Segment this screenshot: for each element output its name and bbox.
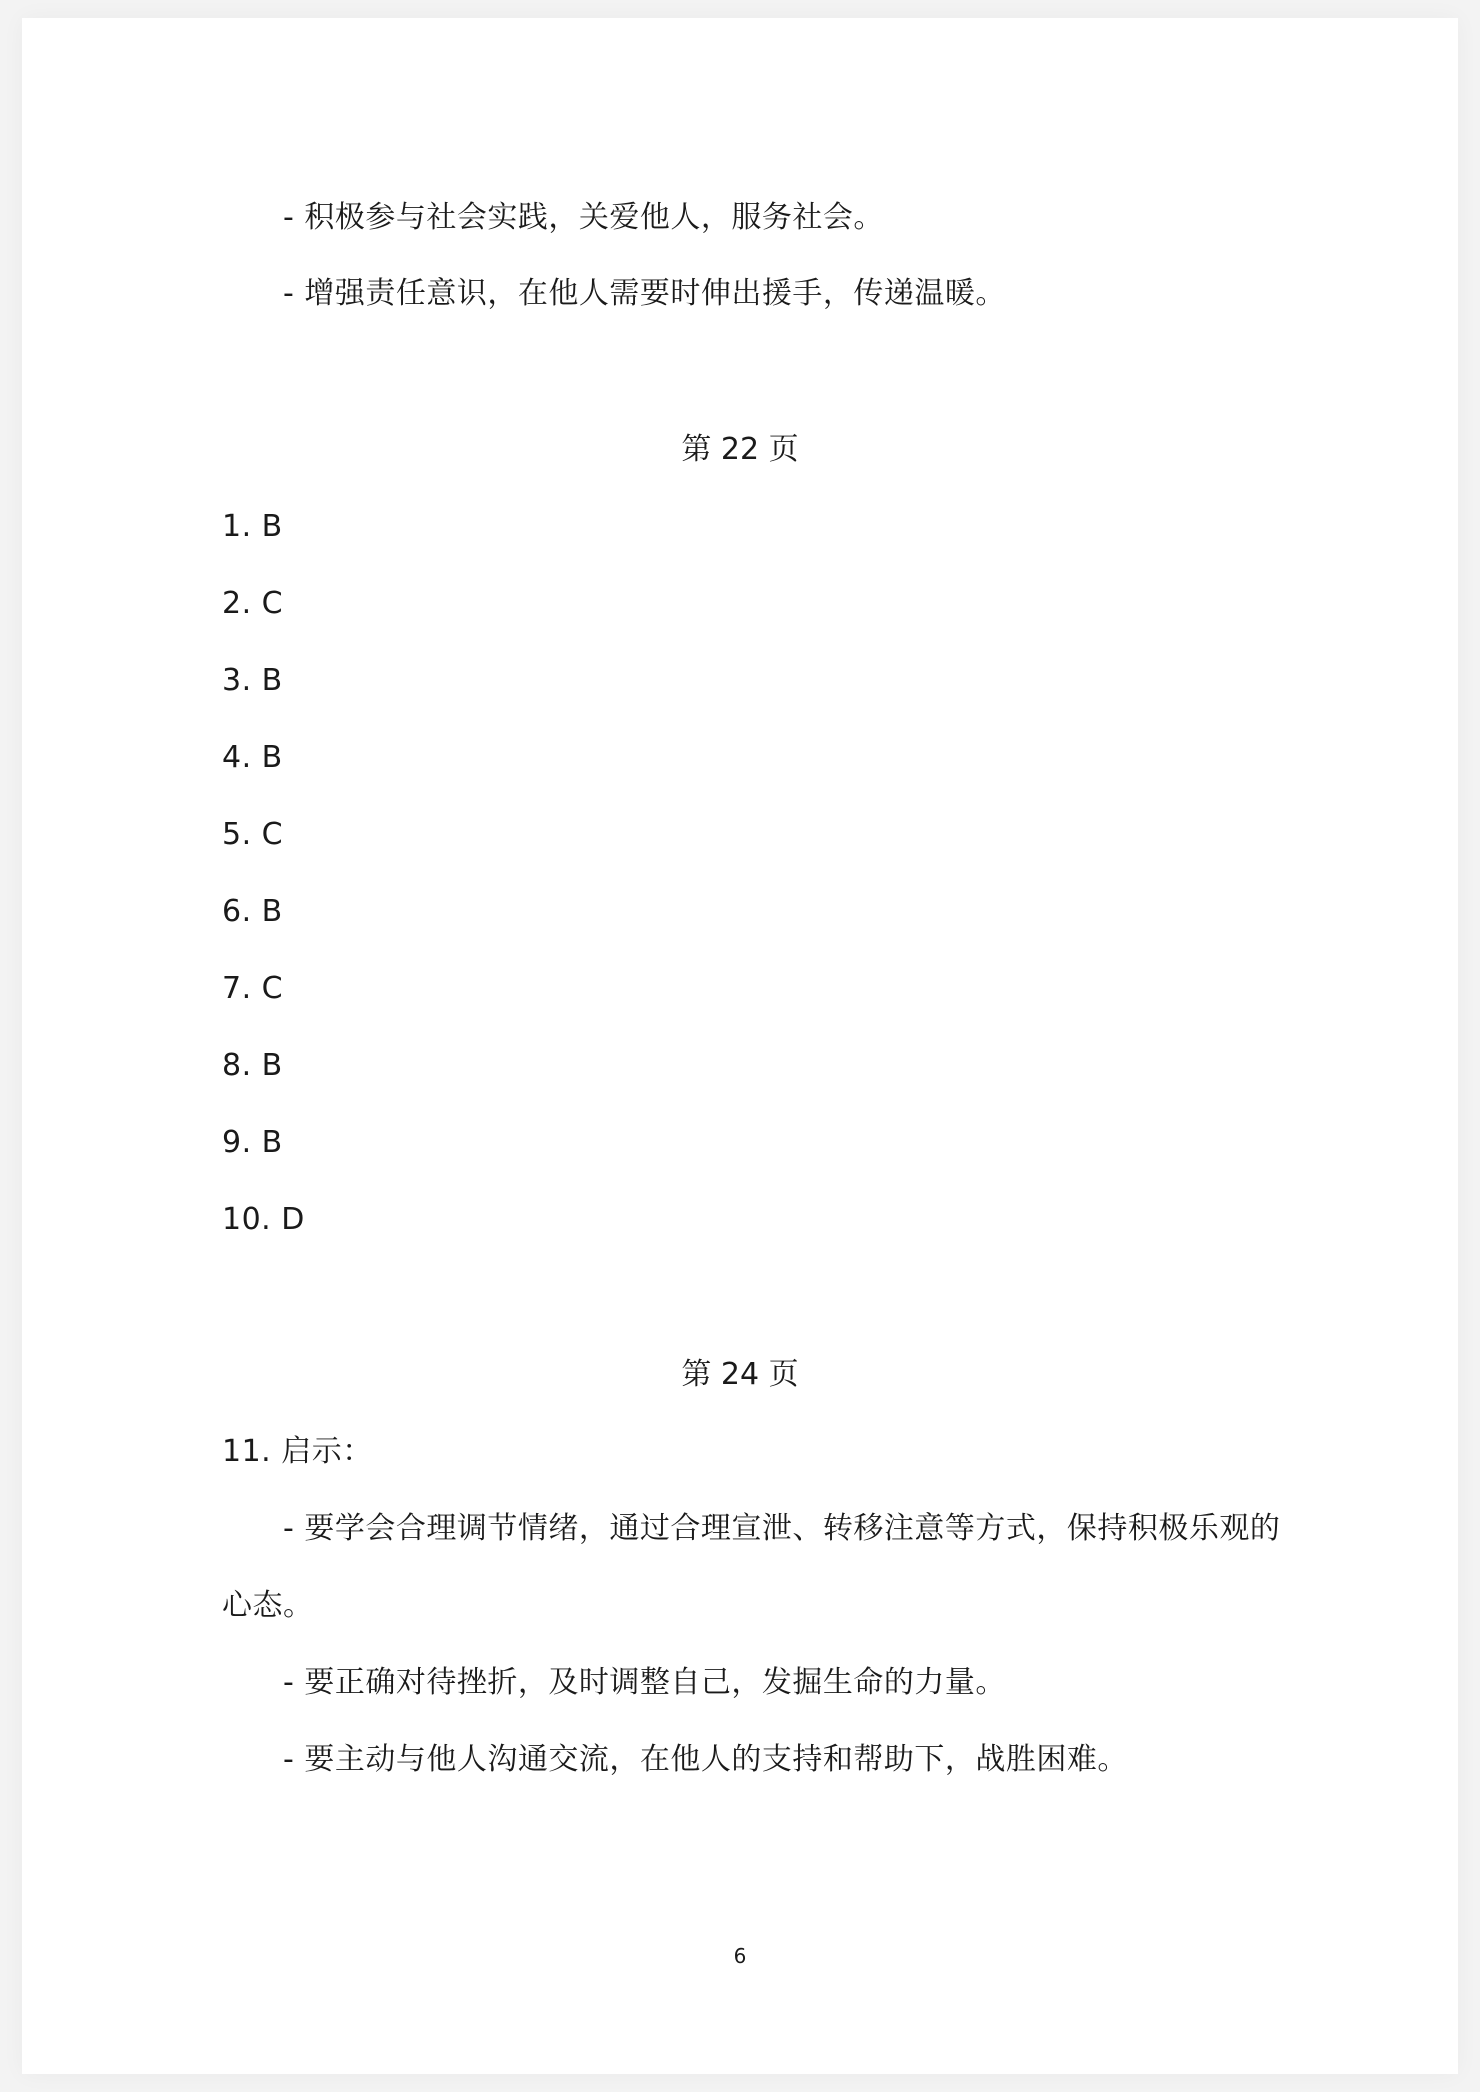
answer-item: 8. B <box>222 1048 283 1083</box>
bullet-communicate: - 要主动与他人沟通交流，在他人的支持和帮助下，战胜困难。 <box>283 1742 1128 1777</box>
page-number: 6 <box>733 1944 747 1968</box>
answer-item: 1. B <box>222 509 283 544</box>
answer-item: 3. B <box>222 663 283 698</box>
section-heading-page-22: 第 22 页 <box>681 432 799 467</box>
bullet-responsibility: - 增强责任意识，在他人需要时伸出援手，传递温暖。 <box>283 276 1006 311</box>
bullet-emotion-regulation: - 要学会合理调节情绪，通过合理宣泄、转移注意等方式，保持积极乐观的 <box>283 1511 1281 1546</box>
answer-item: 2. C <box>222 586 284 621</box>
answer-item: 4. B <box>222 740 283 775</box>
bullet-face-setbacks: - 要正确对待挫折，及时调整自己，发掘生命的力量。 <box>283 1665 1006 1700</box>
section-heading-page-24: 第 24 页 <box>681 1357 799 1392</box>
answer-item: 7. C <box>222 971 284 1006</box>
question-11-title: 11. 启示： <box>222 1434 373 1469</box>
answer-item: 6. B <box>222 894 283 929</box>
bullet-social-practice: - 积极参与社会实践，关爱他人，服务社会。 <box>283 200 884 235</box>
answer-item: 9. B <box>222 1125 283 1160</box>
bullet-emotion-regulation-continued: 心态。 <box>222 1588 314 1623</box>
answer-item: 10. D <box>222 1202 305 1237</box>
answer-item: 5. C <box>222 817 284 852</box>
